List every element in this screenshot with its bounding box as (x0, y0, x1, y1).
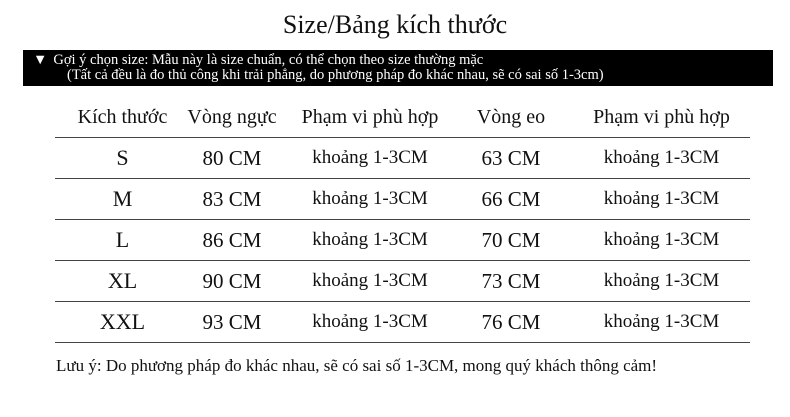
header-chest: Vòng ngực (187, 106, 277, 128)
cell-waist-range: khoảng 1-3CM (603, 270, 720, 291)
cell-waist-range: khoảng 1-3CM (603, 311, 720, 332)
size-table (55, 98, 750, 343)
banner-line-1 (33, 52, 483, 68)
cell-chest: 83 CM (202, 186, 262, 211)
cell-chest: 80 CM (202, 145, 262, 170)
cell-size: XL (107, 268, 138, 293)
header-waist-range: Phạm vi phù hợp (593, 106, 730, 128)
cell-chest-range: khoảng 1-3CM (312, 188, 428, 209)
cell-waist-range: khoảng 1-3CM (603, 188, 720, 209)
banner-tip-text: Gợi ý chọn size: Mẫu này là size chuẩn, có thể chọn theo size thường mặc (53, 52, 484, 68)
header-waist: Vòng eo (476, 106, 546, 128)
table-row (55, 261, 750, 302)
header-chest-range: Phạm vi phù hợp (301, 106, 439, 128)
page-title: Size/Bảng kích thước (282, 10, 508, 39)
cell-chest-range: khoảng 1-3CM (312, 147, 428, 168)
table-body (55, 138, 750, 343)
cell-chest: 93 CM (202, 309, 262, 334)
cell-waist: 70 CM (481, 227, 541, 252)
cell-chest-range: khoảng 1-3CM (312, 229, 428, 250)
cell-chest: 86 CM (202, 227, 262, 252)
table-row (55, 220, 750, 261)
table-row (55, 302, 750, 343)
cell-waist: 63 CM (481, 145, 541, 170)
table-row (55, 179, 750, 220)
header-size: Kích thước (77, 106, 168, 128)
cell-chest: 90 CM (202, 268, 262, 293)
cell-size: XXL (99, 309, 146, 334)
table-row (55, 138, 750, 179)
cell-waist: 73 CM (481, 268, 541, 293)
cell-waist-range: khoảng 1-3CM (603, 229, 720, 250)
size-tip-banner (23, 50, 773, 86)
banner-line-2: (Tất cả đều là đo thủ công khi trải phẳng, do phương pháp đo khác nhau, sẽ có sai số 1-3cm) (67, 67, 604, 83)
cell-waist: 66 CM (481, 186, 541, 211)
cell-chest-range: khoảng 1-3CM (312, 270, 428, 291)
table-header-row (55, 98, 750, 138)
triangle-down-icon: ▼ (33, 52, 48, 68)
cell-waist: 76 CM (481, 309, 541, 334)
cell-waist-range: khoảng 1-3CM (603, 147, 720, 168)
cell-chest-range: khoảng 1-3CM (312, 311, 428, 332)
cell-size: S (116, 145, 129, 170)
footnote: Lưu ý: Do phương pháp đo khác nhau, sẽ có sai số 1-3CM, mong quý khách thông cảm! (56, 356, 658, 375)
cell-size: L (115, 227, 130, 252)
cell-size: M (112, 186, 133, 211)
